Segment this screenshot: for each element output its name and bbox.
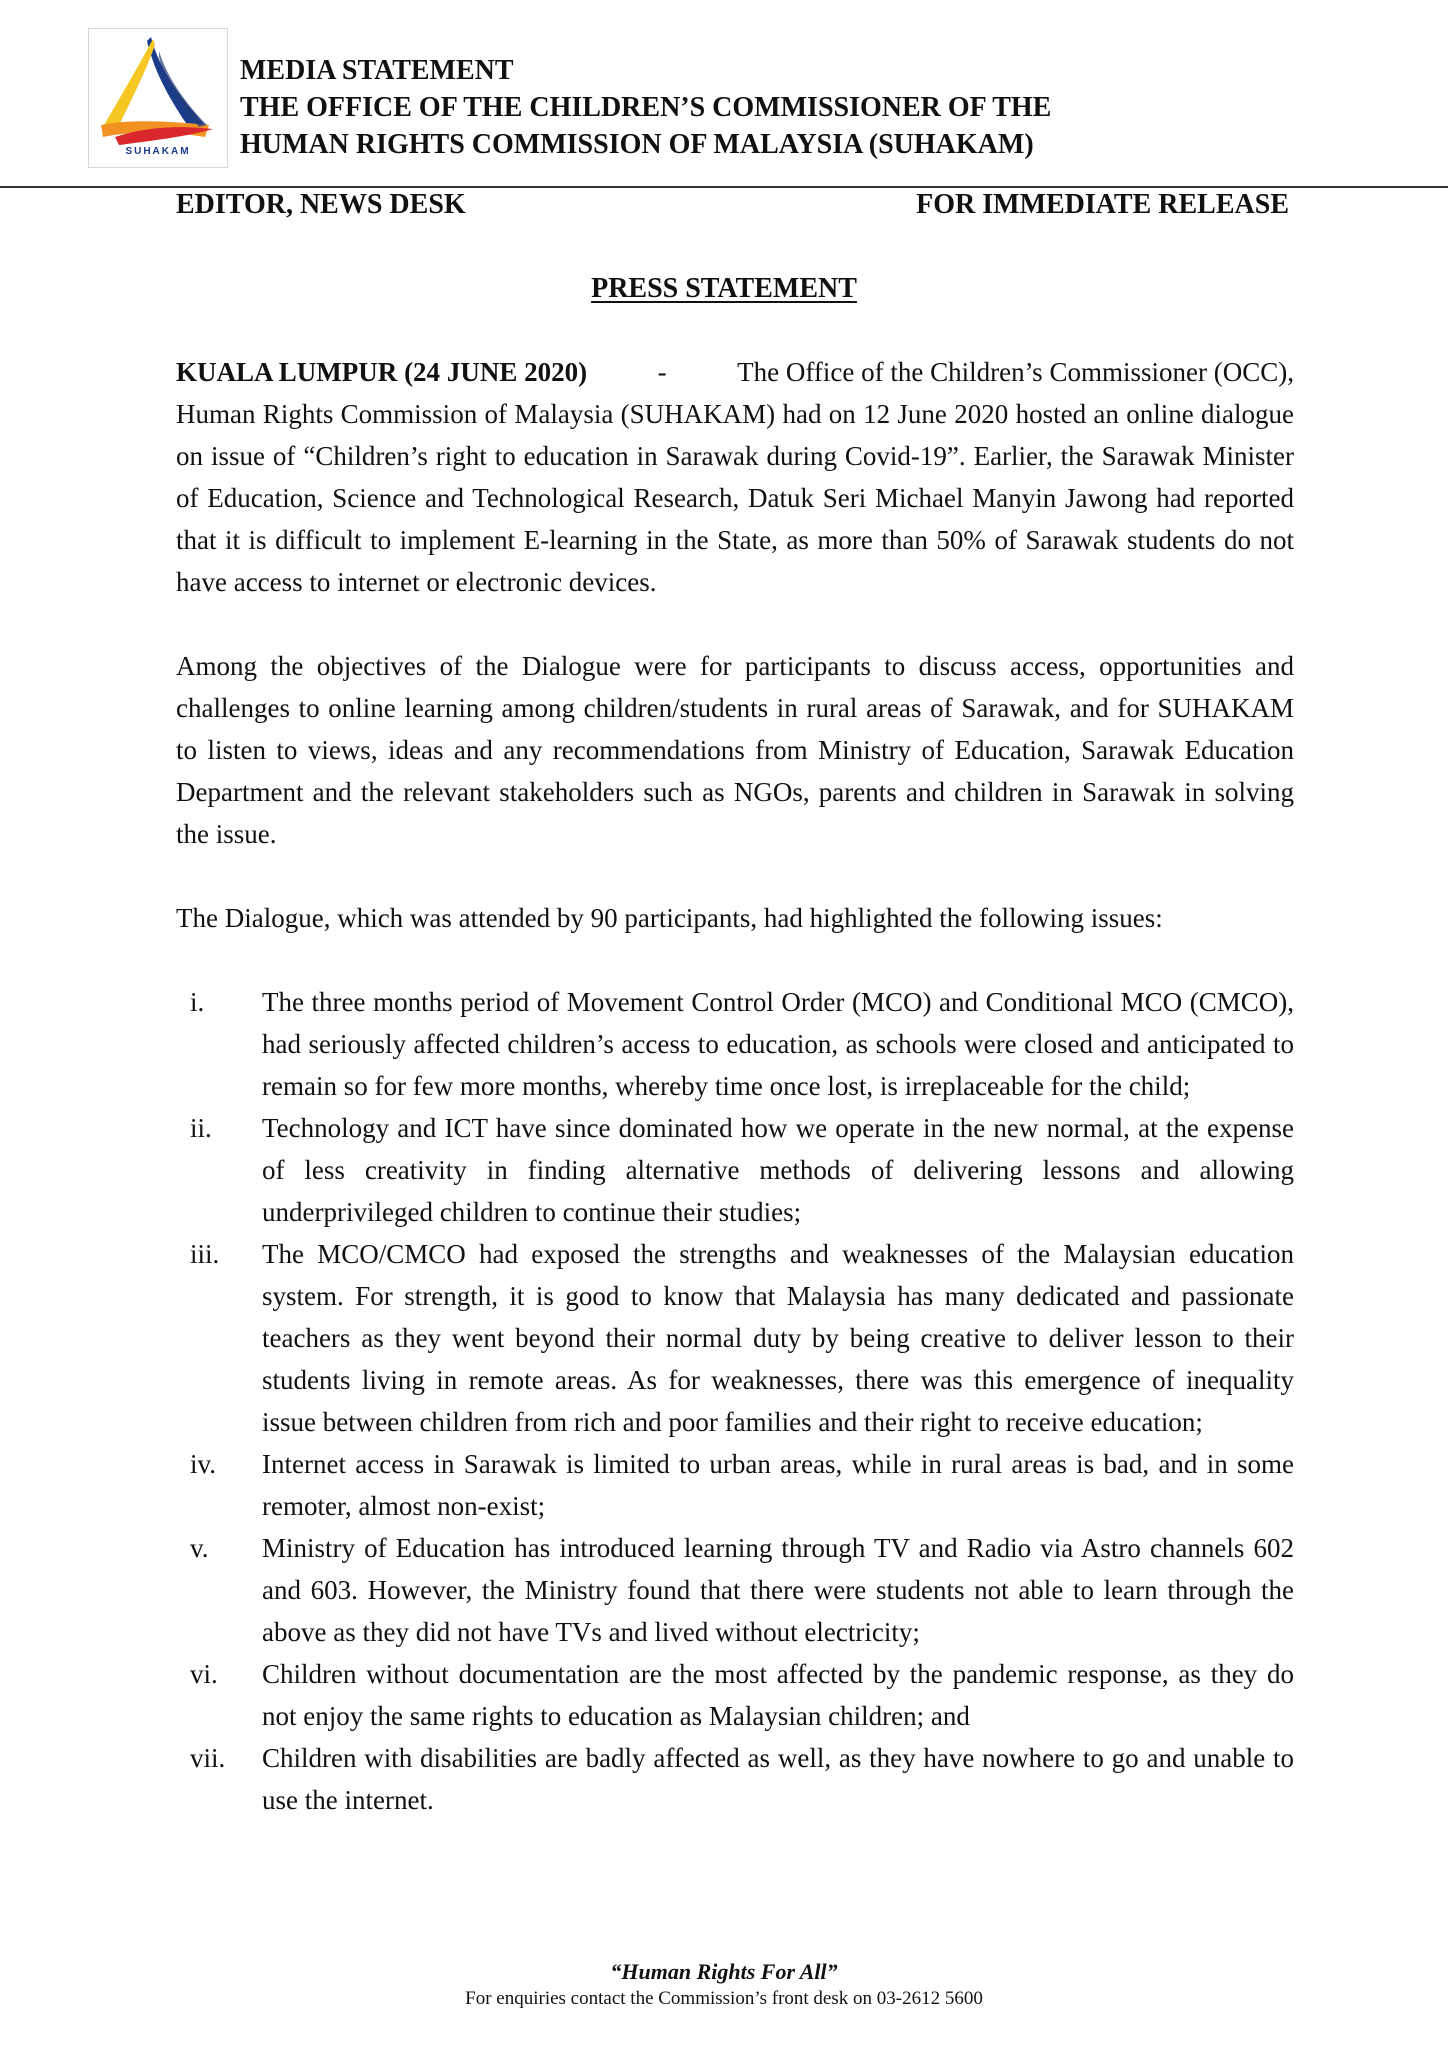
location-date: KUALA LUMPUR (24 JUNE 2020): [176, 357, 588, 387]
paragraph-2: Among the objectives of the Dialogue were for participants to discuss access, opportunities and challenges to online learning among children/students in rural areas of Sarawak, and for SUHAKAM to listen to views, ideas and any recommendations from Ministry of Education, Sarawak Education Department and the relevant stakeholders such as NGOs, parents and children in Sarawak in solving the issue.: [176, 651, 1294, 849]
paragraph-1: [176, 351, 1294, 603]
header-media-statement: MEDIA STATEMENT: [240, 55, 514, 86]
list-item-number: v.: [190, 1533, 209, 1563]
list-item-text: Ministry of Education has introduced learning through TV and Radio via Astro channels 602 and 603. However, the Ministry found that there were students not able to learn through the above as they did not have TVs and lived without electricity;: [262, 1533, 1294, 1647]
list-item-text: Children with disabilities are badly affected as well, as they have nowhere to go and unable to use the internet.: [262, 1743, 1294, 1815]
list-item-text: Children without documentation are the most affected by the pandemic response, as they do not enjoy the same rights to education as Malaysian children; and: [262, 1659, 1294, 1731]
list-item-number: ii.: [190, 1113, 212, 1143]
meta-row: [176, 188, 1289, 222]
footer-motto: “Human Rights For All”: [610, 1959, 838, 1984]
list-item-text: The MCO/CMCO had exposed the strengths and weaknesses of the Malaysian education system. For strength, it is good to know that Malaysia has many dedicated and passionate teachers as they went beyond their normal duty by being creative to deliver lesson to their students living in remote areas. As for weaknesses, there was this emergence of inequality issue between children from rich and poor families and their right to receive education;: [262, 1239, 1294, 1437]
list-item: [176, 1527, 1294, 1653]
paragraph-1-text: The Office of the Children’s Commissioner (OCC), Human Rights Commission of Malaysia (SUHAKAM) had on 12 June 2020 hosted an online dialogue on issue of “Children’s right to education in Sarawak during Covid-19”. Earlier, the Sarawak Minister of Education, Science and Technological Research, Datuk Seri Michael Manyin Jawong had reported that it is difficult to implement E-learning in the State, as more than 50% of Sarawak students do not have access to internet or electronic devices.: [176, 357, 1294, 597]
list-item: [176, 1107, 1294, 1233]
header-commission-line: HUMAN RIGHTS COMMISSION OF MALAYSIA (SUHAKAM): [240, 129, 1034, 160]
immediate-release: FOR IMMEDIATE RELEASE: [916, 189, 1289, 220]
page-title-text: PRESS STATEMENT: [591, 273, 857, 304]
header-office-line: THE OFFICE OF THE CHILDREN’S COMMISSIONER OF THE: [240, 92, 1052, 123]
statement-body: [176, 351, 1294, 1821]
list-item-number: vii.: [190, 1743, 226, 1773]
paragraph-3: The Dialogue, which was attended by 90 participants, had highlighted the following issues:: [176, 903, 1163, 933]
logo-yellow-stroke: [103, 39, 155, 129]
list-item-text: The three months period of Movement Control Order (MCO) and Conditional MCO (CMCO), had seriously affected children’s access to education, as schools were closed and anticipated to remain so for few more months, whereby time once lost, is irreplaceable for the child;: [262, 987, 1294, 1101]
list-item-text: Technology and ICT have since dominated how we operate in the new normal, at the expense of less creativity in finding alternative methods of delivering lessons and allowing underprivileged children to continue their studies;: [262, 1113, 1294, 1227]
list-item-number: iv.: [190, 1449, 216, 1479]
page-title: [0, 272, 1448, 306]
list-item-text: Internet access in Sarawak is limited to urban areas, while in rural areas is bad, and in some remoter, almost non-exist;: [262, 1449, 1294, 1521]
list-item: [176, 1443, 1294, 1527]
footer-contact: For enquiries contact the Commission’s front desk on 03-2612 5600: [465, 1988, 983, 2009]
list-item: [176, 1653, 1294, 1737]
list-item-number: i.: [190, 987, 205, 1017]
list-item: [176, 1737, 1294, 1821]
header-block: [240, 52, 1051, 163]
list-item: [176, 981, 1294, 1107]
page-footer: [0, 1958, 1448, 2012]
list-item: [176, 1233, 1294, 1443]
suhakam-logo: [88, 28, 228, 168]
issue-list: [176, 981, 1294, 1821]
list-item-number: vi.: [190, 1659, 218, 1689]
logo-wordmark: SUHAKAM: [125, 146, 191, 157]
dateline-dash: -: [657, 357, 667, 387]
editor-news-desk: EDITOR, NEWS DESK: [176, 189, 466, 220]
list-item-number: iii.: [190, 1239, 220, 1269]
